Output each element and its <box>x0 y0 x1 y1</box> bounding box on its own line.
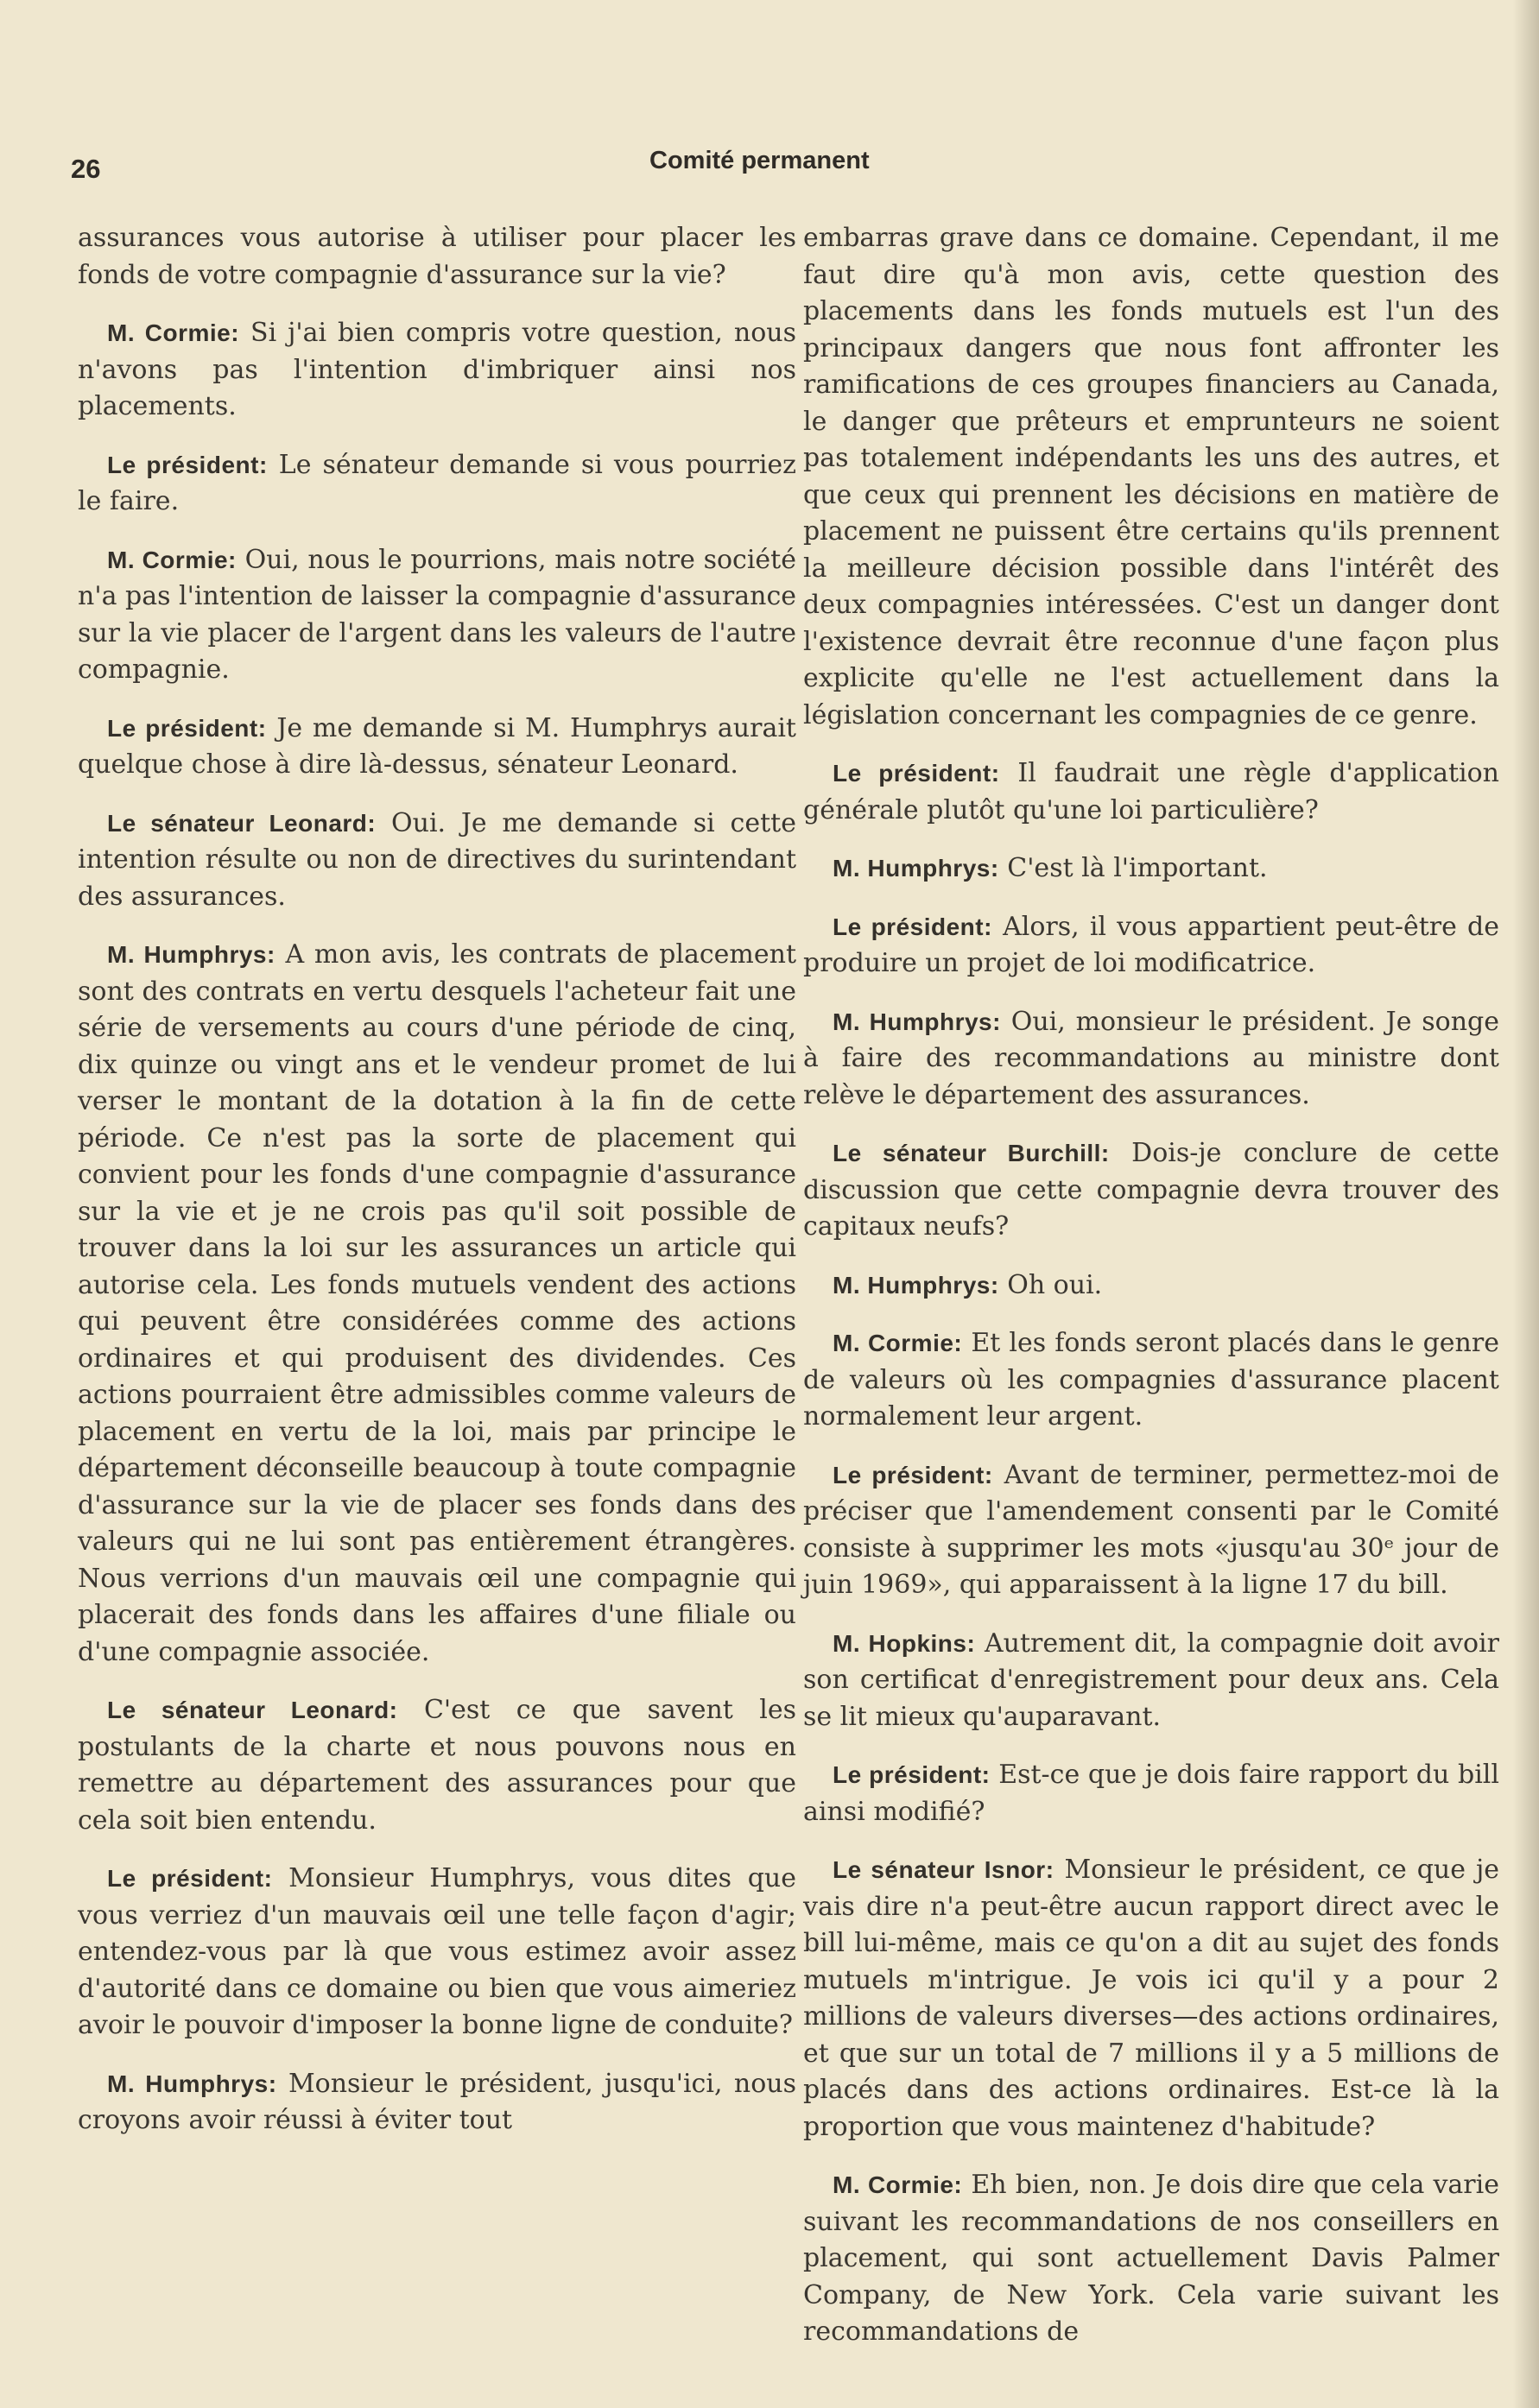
paragraph-text: assurances vous autorise à utiliser pour placer les fonds de votre compagnie d'assurance sur la vie? <box>78 223 796 290</box>
paragraph <box>803 755 1499 829</box>
right-column <box>803 220 1499 2373</box>
paragraph-text: Oui, nous le pourrions, mais notre société n'a pas l'intention de laisser la compagnie d'assurance sur la vie placer de l'argent dans les valeurs de l'autre compagnie. <box>78 544 796 685</box>
speaker-label: M. Humphrys: <box>833 1271 999 1299</box>
paragraph <box>78 1692 796 1839</box>
speaker-label: M. Cormie: <box>107 546 237 573</box>
paragraph-text: Eh bien, non. Je dois dire que cela varie suivant les recommandations de nos conseillers en placement, qui sont actuellement Davis Palmer Company, de New York. Cela varie suivant les recommandations de <box>803 2170 1499 2347</box>
speaker-label: M. Humphrys: <box>107 2070 277 2097</box>
speaker-label: Le sénateur Burchill: <box>833 1140 1110 1166</box>
speaker-label: Le président: <box>833 1461 993 1488</box>
paragraph <box>78 542 796 689</box>
paragraph-text: Oui, monsieur le président. Je songe à faire des recommandations au ministre dont relève le département des assurances. <box>803 1006 1499 1110</box>
paragraph <box>78 2066 796 2139</box>
paragraph-text: Il faudrait une règle d'application générale plutôt qu'une loi particulière? <box>803 758 1499 825</box>
speaker-label: Le président: <box>833 1761 991 1788</box>
speaker-label: M. Humphrys: <box>833 1008 1001 1035</box>
paragraph-text: Monsieur le président, jusqu'ici, nous croyons avoir réussi à éviter tout <box>78 2068 796 2135</box>
paragraph <box>78 447 796 521</box>
paragraph-text: Le sénateur demande si vous pourriez le faire. <box>78 449 796 516</box>
paragraph-text: embarras grave dans ce domaine. Cependant, il me faut dire qu'à mon avis, cette question des placements dans les fonds mutuels est l'un des principaux dangers que nous font affronter les ramifications de ces groupes financiers au Canada, le danger que prêteurs et emprunteurs ne soient pas totalement indépendants les uns des autres, et que ceux qui prennent les décisions en matière de placement ne puissent être certains qu'ils prennent la meilleure décision possible dans l'intérêt des deux compagnies intéressées. C'est un danger dont l'existence devrait être reconnue d'une façon plus explicite qu'elle ne l'est actuellement dans la législation concernant les compagnies de ce genre. <box>803 223 1499 730</box>
paragraph <box>803 2167 1499 2351</box>
speaker-label: Le sénateur Isnor: <box>833 1856 1054 1883</box>
speaker-label: M. Humphrys: <box>107 941 276 968</box>
paragraph-text: C'est là l'important. <box>1007 853 1268 883</box>
paragraph <box>803 1457 1499 1604</box>
paragraph <box>803 1757 1499 1830</box>
page-number: 26 <box>71 154 101 184</box>
paragraph-text: C'est ce que savent les postulants de la charte et nous pouvons nous en remettre au département des assurances pour que cela soit bien entendu. <box>78 1695 796 1836</box>
paragraph-text: Avant de terminer, permettez-moi de préciser que l'amendement consenti par le Comité consiste à supprimer les mots «jusqu'au 30ᵉ jour de juin 1969», qui apparaissent à la ligne 17 du bill. <box>803 1459 1499 1600</box>
speaker-label: M. Cormie: <box>107 319 240 346</box>
paragraph-text: Est-ce que je dois faire rapport du bill ainsi modifié? <box>803 1760 1500 1827</box>
paragraph <box>803 850 1499 888</box>
paragraph <box>803 1135 1499 1246</box>
speaker-label: Le président: <box>107 451 268 478</box>
paragraph <box>803 1852 1499 2146</box>
page-header <box>0 147 1539 190</box>
speaker-label: M. Cormie: <box>833 2171 963 2198</box>
speaker-label: Le président: <box>107 1865 273 1892</box>
left-column <box>78 220 796 2161</box>
paragraph <box>78 1861 796 2045</box>
paragraph-text: Oh oui. <box>1007 1269 1103 1300</box>
paragraph-text: A mon avis, les contrats de placement sont des contrats en vertu desquels l'acheteur fait une série de versements au cours d'une période de cinq, dix quinze ou vingt ans et le vendeur promet de lui verser le montant de la dotation à la fin de cette période. Ce n'est pas la sorte de placement qui convient pour les fonds d'une compagnie d'assurance sur la vie et je ne crois pas qu'il soit possible de trouver dans la loi sur les assurances un article qui autorise cela. Les fonds mutuels vendent des actions qui peuvent être considérées comme des actions ordinaires et qui produisent des dividendes. Ces actions pourraient être admissibles comme valeurs de placement en vertu de la loi, mais par principe le département déconseille beaucoup à toute compagnie d'assurance sur la vie de placer ses fonds dans des valeurs qui ne lui sont pas entièrement étrangères. Nous verrions d'un mauvais œil une compagnie qui placerait des fonds dans les affaires d'une filiale ou d'une compagnie associée. <box>78 939 796 1667</box>
speaker-label: Le président: <box>107 714 267 742</box>
paragraph-text: Et les fonds seront placés dans le genre de valeurs où les compagnies d'assurance placent normalement leur argent. <box>803 1328 1499 1432</box>
paragraph <box>78 937 796 1671</box>
paragraph <box>78 711 796 784</box>
paragraph <box>803 1626 1499 1736</box>
paragraph <box>78 220 796 294</box>
speaker-label: M. Hopkins: <box>833 1629 976 1657</box>
speaker-label: M. Cormie: <box>833 1330 963 1356</box>
paragraph <box>78 315 796 426</box>
paragraph-text: Monsieur Humphrys, vous dites que vous verriez d'un mauvais œil une telle façon d'agir; entendez-vous par là que vous estimez avoir assez d'autorité dans ce domaine ou bien que vous aimeriez avoir le pouvoir d'imposer la bonne ligne de conduite? <box>78 1863 796 2040</box>
paragraph-text: Autrement dit, la compagnie doit avoir son certificat d'enregistrement pour deux ans. Cela se lit mieux qu'auparavant. <box>803 1627 1499 1732</box>
paragraph <box>803 909 1499 983</box>
running-title: Comité permanent <box>649 147 870 174</box>
paragraph-text: Si j'ai bien compris votre question, nous n'avons pas l'intention d'imbriquer ainsi nos placements. <box>78 318 796 421</box>
speaker-label: Le président: <box>833 760 1000 787</box>
paragraph-text: Je me demande si M. Humphrys aurait quelque chose à dire là-dessus, sénateur Leonard. <box>78 712 796 780</box>
paragraph <box>803 1267 1499 1305</box>
speaker-label: Le sénateur Leonard: <box>107 809 377 837</box>
paragraph-text: Dois-je conclure de cette discussion que cette compagnie devra trouver des capitaux neufs? <box>803 1138 1499 1242</box>
speaker-label: M. Humphrys: <box>833 855 999 882</box>
paragraph-text: Alors, il vous appartient peut-être de produire un projet de loi modificatrice. <box>803 911 1500 978</box>
speaker-label: Le président: <box>833 913 992 940</box>
paragraph-text: Monsieur le président, ce que je vais dire n'a peut-être aucun rapport direct avec le bill lui-même, mais ce qu'on a dit au sujet des fonds mutuels m'intrigue. Je vois ici qu'il y a pour 2 millions de valeurs diverses—des actions ordinaires, et que sur un total de 7 millions il y a 5 millions de placés dans des actions ordinaires. Est-ce là la proportion que vous maintenez d'habitude? <box>803 1855 1499 2142</box>
speaker-label: Le sénateur Leonard: <box>107 1697 398 1723</box>
paragraph-text: Oui. Je me demande si cette intention résulte ou non de directives du surintendant des assurances. <box>78 807 796 912</box>
paragraph <box>78 806 796 916</box>
paragraph <box>803 1004 1499 1115</box>
paragraph <box>803 1325 1499 1436</box>
paragraph <box>803 220 1499 734</box>
page-edge-shadow <box>1513 0 1539 2408</box>
